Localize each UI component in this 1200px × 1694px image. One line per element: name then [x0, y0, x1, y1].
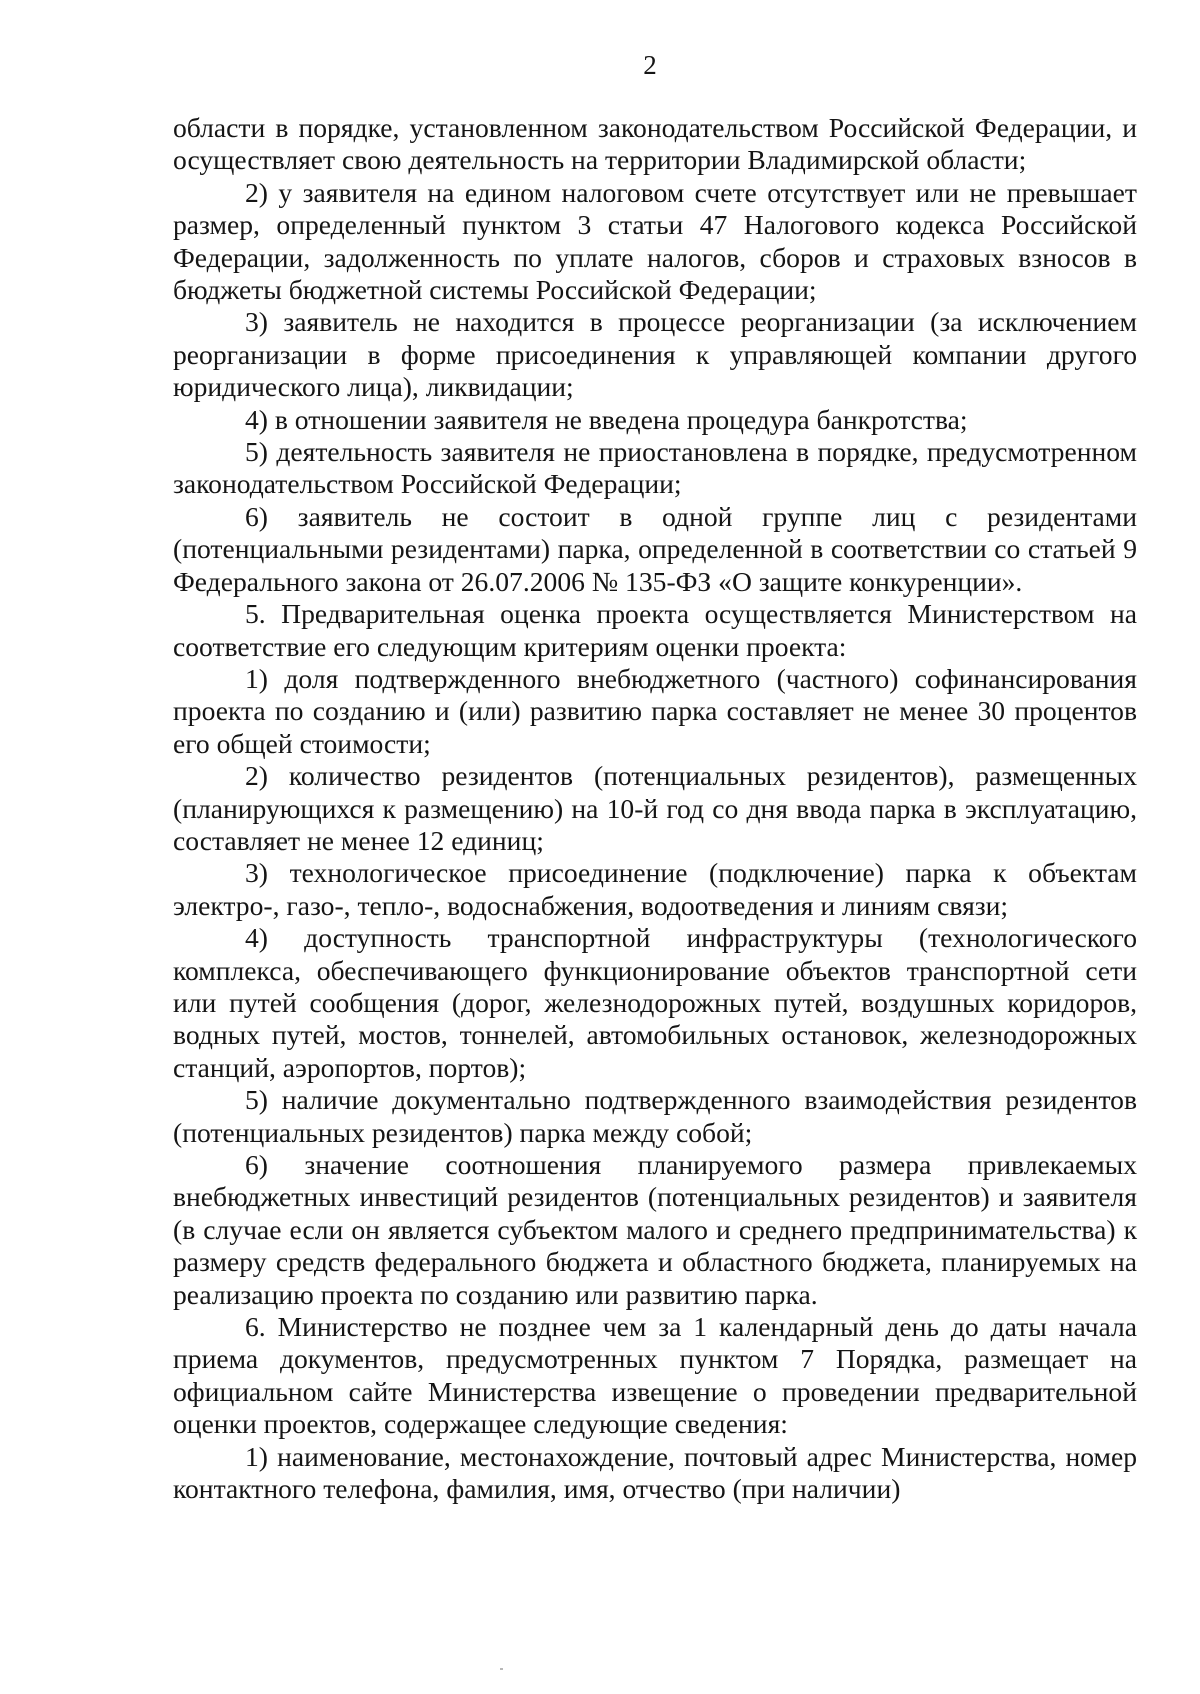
paragraph-item-5: 5) деятельность заявителя не приостановлена в порядке, предусмотренном законодательством Российской Федерации;	[173, 436, 1137, 500]
paragraph-item-3: 3) заявитель не находится в процессе реорганизации (за исключением реорганизации в форме присоединения к управляющей компании другого юридического лица), ликвидации;	[173, 306, 1137, 403]
paragraph-criterion-2: 2) количество резидентов (потенциальных резидентов), размещенных (планирующихся к размещению) на 10-й год со дня ввода парка в эксплуатацию, составляет не менее 12 единиц;	[173, 760, 1137, 856]
paragraph-item-4: 4) в отношении заявителя не введена процедура банкротства;	[245, 403, 968, 435]
paragraph-criterion-5: 5) наличие документально подтвержденного взаимодействия резидентов (потенциальных резидентов) парка между собой;	[173, 1084, 1137, 1148]
paragraph-notice-item-1: 1) наименование, местонахождение, почтовый адрес Министерства, номер контактного телефона, фамилия, имя, отчество (при наличии)	[173, 1440, 1137, 1505]
page-number: 2	[643, 50, 657, 80]
paragraph-criterion-4: 4) доступность транспортной инфраструктуры (технологического комплекса, обеспечивающего функционирование объектов транспортной сети или путей сообщения (дорог, железнодорожных путей, воздушных коридоров, водных путей, мостов, тоннелей, автомобильных остановок, железнодорожных станций, аэропортов, портов);	[173, 922, 1137, 1083]
paragraph-criterion-1: 1) доля подтвержденного внебюджетного (частного) софинансирования проекта по созданию и (или) развитию парка составляет не менее 30 процентов его общей стоимости;	[173, 662, 1137, 759]
paragraph-item-2: 2) у заявителя на едином налоговом счете отсутствует или не превышает размер, определенный пунктом 3 статьи 47 Налогового кодекса Российской Федерации, задолженность по уплате налогов, сборов и страховых взносов в бюджеты бюджетной системы Российской Федерации;	[173, 176, 1137, 306]
paragraph-section-5: 5. Предварительная оценка проекта осуществляется Министерством на соответствие его следующим критериям оценки проекта:	[173, 598, 1137, 662]
paragraph-criterion-3: 3) технологическое присоединение (подключение) парка к объектам электро-, газо-, тепло-, водоснабжения, водоотведения и линиям связи;	[173, 857, 1137, 921]
paragraph-continuation: области в порядке, установленном законодательством Российской Федерации, и осуществляет свою деятельность на территории Владимирской области;	[173, 112, 1137, 176]
paragraph-section-6: 6. Министерство не позднее чем за 1 календарный день до даты начала приема документов, предусмотренных пунктом 7 Порядка, размещает на официальном сайте Министерства извещение о проведении предварительной оценки проектов, содержащее следующие сведения:	[173, 1311, 1137, 1440]
paragraph-item-6: 6) заявитель не состоит в одной группе лиц с резидентами (потенциальными резидентами) парка, определенной в соответствии со статьей 9 Федерального закона от 26.07.2006 № 135-ФЗ «О защите конкуренции».	[173, 500, 1137, 597]
document-body	[173, 112, 1137, 1505]
paragraph-criterion-6: 6) значение соотношения планируемого размера привлекаемых внебюджетных инвестиций резидентов (потенциальных резидентов) и заявителя (в случае если он является субъектом малого и среднего предпринимательства) к размеру средств федерального бюджета и областного бюджета, планируемых на реализацию проекта по созданию или развитию парка.	[173, 1149, 1137, 1310]
scan-speck	[500, 1668, 503, 1670]
